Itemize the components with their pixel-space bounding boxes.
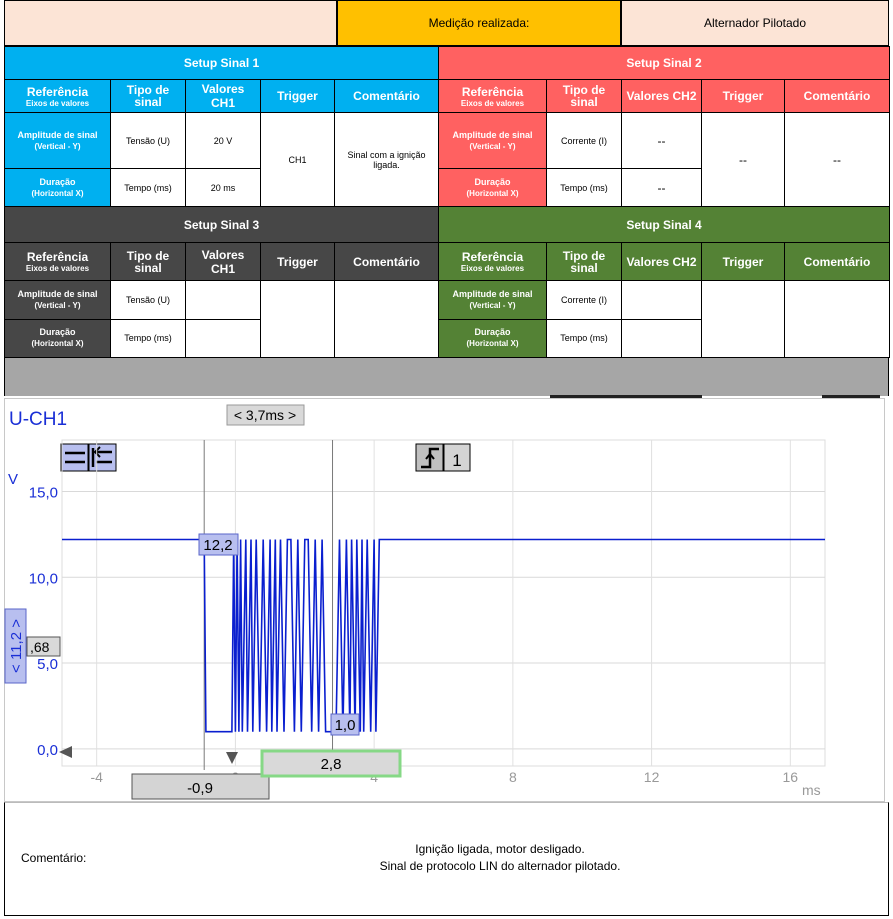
grid-lines — [62, 440, 825, 766]
setup-3-amplitude-type: Tensão (U) — [111, 281, 186, 319]
setup-1-amplitude-value: 20 V — [186, 113, 261, 169]
setup-2-title: Setup Sinal 2 — [439, 47, 890, 80]
setup-1-col-values: Valores CH1 — [186, 80, 261, 113]
setup-3-col-trigger: Trigger — [261, 243, 335, 281]
cursor-b-value: 1,0 — [334, 717, 356, 734]
setup-2-amplitude-label: Amplitude de sinal (Vertical - Y) — [439, 113, 547, 169]
x-tick-label: -4 — [90, 769, 103, 785]
comment-label: Comentário: — [21, 851, 87, 865]
setup-3-amplitude-label: Amplitude de sinal (Vertical - Y) — [5, 281, 111, 319]
setup-2-col-trigger: Trigger — [702, 80, 785, 113]
channel-label: U-CH1 — [9, 409, 68, 430]
x-tick-label: 16 — [782, 769, 799, 785]
setup-1-col-type: Tipo de sinal — [111, 80, 186, 113]
setup-2-col-comment: Comentário — [785, 80, 890, 113]
setup-3-col-type: Tipo de sinal — [111, 243, 186, 281]
cursor-a-value: 12,2 — [203, 537, 233, 554]
trigger-edge-icon[interactable] — [416, 444, 443, 471]
setup-2-duration-type: Tempo (ms) — [547, 169, 622, 207]
y-tick-label: 5,0 — [37, 656, 58, 674]
time-cursor-a-value: -0,9 — [187, 780, 213, 797]
trigger-channel-text: 1 — [452, 451, 462, 470]
y-tick-label: 0,0 — [37, 741, 58, 759]
trigger-level-text: ,68 — [30, 639, 50, 655]
setup-2-duration-label: Duração (Horizontal X) — [439, 169, 547, 207]
setup-2-trigger: -- — [702, 113, 785, 207]
unit-ms-label: ms — [802, 782, 821, 798]
setup-4-col-comment: Comentário — [785, 243, 890, 281]
trigger-time-marker-icon[interactable] — [226, 752, 238, 764]
horizontal-lines-icon[interactable] — [61, 444, 88, 471]
setup-3-col-values: Valores CH1 — [186, 243, 261, 281]
setup-4-col-trigger: Trigger — [702, 243, 785, 281]
setup-2-col-ref: Referência Eixos de valores — [439, 80, 547, 113]
setup-1-amplitude-label: Amplitude de sinal (Vertical - Y) — [5, 113, 111, 169]
setup-4-col-type: Tipo de sinal — [547, 243, 622, 281]
setup-1-col-trigger: Trigger — [261, 80, 335, 113]
setup-4-duration-label: Duração (Horizontal X) — [439, 319, 547, 357]
setup-2-duration-value: -- — [622, 169, 702, 207]
y-tick-label: 15,0 — [28, 484, 58, 502]
setup-1-amplitude-type: Tensão (U) — [111, 113, 186, 169]
setup-3-col-comment: Comentário — [335, 243, 439, 281]
measurement-label: Medição realizada: — [337, 0, 621, 46]
y-axis-ticks — [29, 484, 58, 758]
setup-4-title: Setup Sinal 4 — [439, 207, 890, 243]
setup-1-duration-value: 20 ms — [186, 169, 261, 207]
setup-3-col-ref: Referência Eixos de valores — [5, 243, 111, 281]
setup-3-title: Setup Sinal 3 — [5, 207, 439, 243]
setup-4-duration-type: Tempo (ms) — [547, 319, 622, 357]
voltage-delta-text: < 11,2 > — [8, 619, 25, 673]
setup-1-duration-label: Duração (Horizontal X) — [5, 169, 111, 207]
setup-4-col-values: Valores CH2 — [622, 243, 702, 281]
x-tick-label: 8 — [508, 769, 517, 785]
setup-2-amplitude-value: -- — [622, 113, 702, 169]
setup-1-duration-type: Tempo (ms) — [111, 169, 186, 207]
setup-3-duration-label: Duração (Horizontal X) — [5, 319, 111, 357]
zero-level-marker-icon[interactable] — [59, 746, 72, 758]
setup-1-trigger: CH1 — [261, 113, 335, 207]
measurement-value: Alternador Pilotado — [621, 0, 889, 46]
setup-4-amplitude-label: Amplitude de sinal (Vertical - Y) — [439, 281, 547, 319]
setup-1-title: Setup Sinal 1 — [5, 47, 439, 80]
y-tick-label: 10,0 — [28, 570, 58, 588]
plot-frame — [62, 440, 825, 766]
comment-line-2: Sinal de protocolo LIN do alternador pilotado. — [379, 859, 621, 873]
setup-1-comment: Sinal com a ignição ligada. — [335, 113, 439, 207]
setup-4-col-ref: Referência Eixos de valores — [439, 243, 547, 281]
setup-2-comment: -- — [785, 113, 890, 207]
setup-3-duration-type: Tempo (ms) — [111, 319, 186, 357]
setup-1-col-ref: Referência Eixos de valores — [5, 80, 111, 113]
setup-2-col-type: Tipo de sinal — [547, 80, 622, 113]
setup-4-amplitude-type: Corrente (I) — [547, 281, 622, 319]
waveform-trace — [62, 540, 825, 732]
setup-2-col-values: Valores CH2 — [622, 80, 702, 113]
x-tick-label: 12 — [643, 769, 660, 785]
time-delta-text: < 3,7ms > — [233, 407, 297, 423]
setup-2-amplitude-type: Corrente (I) — [547, 113, 622, 169]
time-cursor-b-value: 2,8 — [320, 756, 342, 773]
comment-line-1: Ignição ligada, motor desligado. — [415, 842, 585, 856]
align-left-arrow-icon[interactable] — [89, 444, 116, 471]
unit-volts-label: V — [8, 471, 19, 488]
setup-1-col-comment: Comentário — [335, 80, 439, 113]
